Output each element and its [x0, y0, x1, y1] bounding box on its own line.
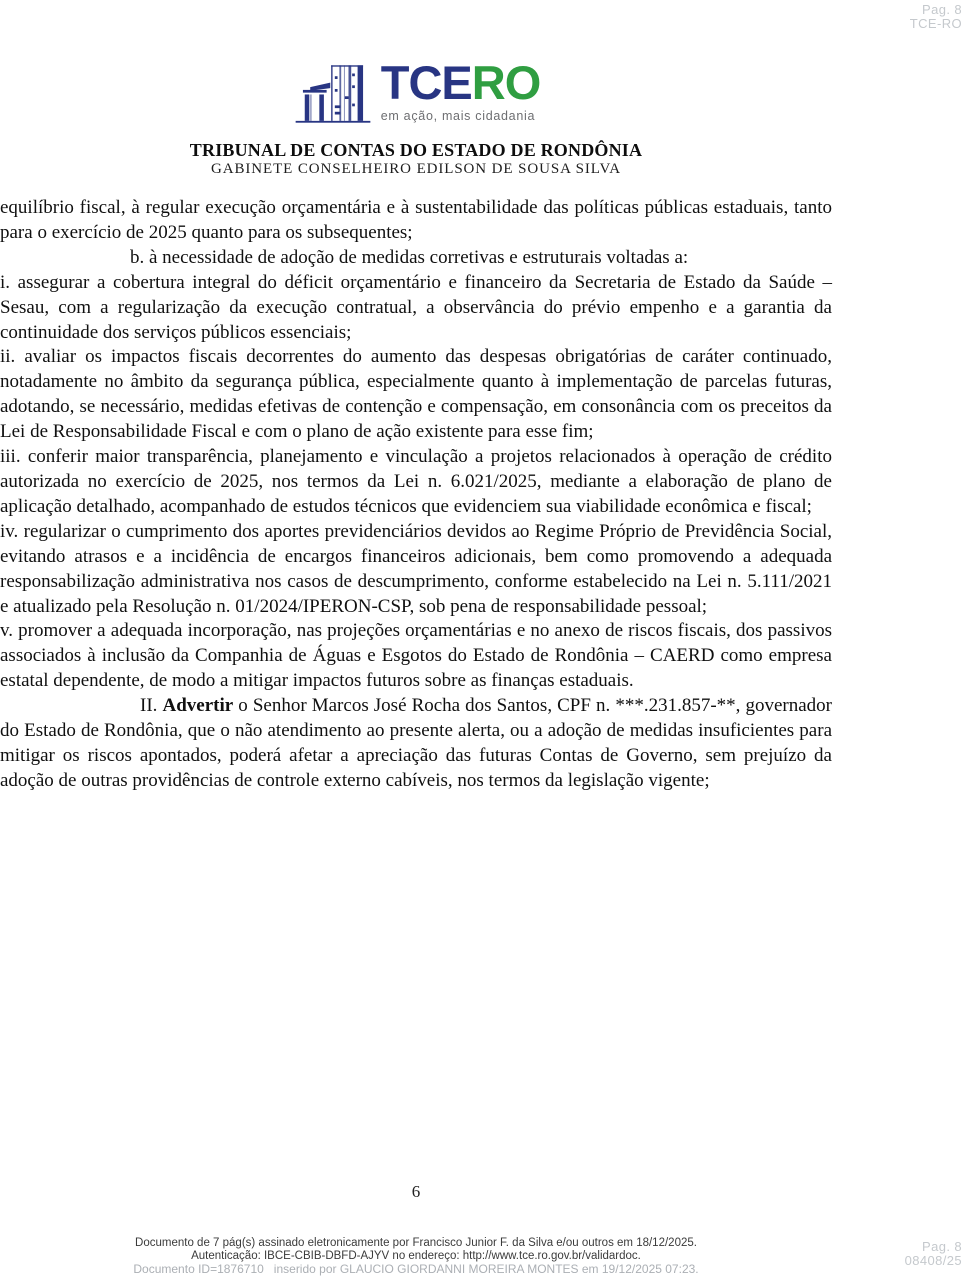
item-II-prefix: II.	[140, 695, 163, 717]
item-II-advertir-bold: Advertir	[162, 695, 234, 717]
page-stamp-top-right	[910, 3, 962, 30]
document-title: TRIBUNAL DE CONTAS DO ESTADO DE RONDÔNIA	[189, 140, 643, 160]
item-II-rest: o Senhor Marcos José Rocha dos Santos, CPF n. ***.231.857-**, governador do Estado de Rondônia, que o não atendimento ao presente alerta, ou a adoção de medidas insuficientes para mitigar os riscos apontados, poderá afetar a apreciação das futuras Contas de Governo, sem prejuízo da adoção de outras providências de controle externo cabíveis, nos termos da legislação vigente;	[0, 695, 833, 791]
paragraph-item-II	[0, 694, 832, 794]
signature-footer	[0, 1237, 832, 1277]
logo-text-block	[381, 58, 541, 123]
paragraph-subitem-i: i. assegurar a cobertura integral do déficit orçamentário e financeiro da Secretaria de Estado da Saúde – Sesau, com a regularização da execução contratual, a observância do prévio empenho e a garantia da continuidade dos serviços públicos essenciais;	[0, 271, 832, 343]
logo-ro-text: RO	[471, 56, 541, 109]
paragraph-subitem-iv: iv. regularizar o cumprimento dos aportes previdenciários devidos ao Regime Próprio de Previdência Social, evitando atrasos e a incidência de encargos financeiros adicionais, bem como promovendo a adequada responsabilização administrativa nos casos de descumprimento, conforme estabelecido na Lei n. 5.111/2021 e atualizado pela Resolução n. 01/2024/IPERON-CSP, sob pena de responsabilidade pessoal;	[0, 520, 832, 617]
footer-authentication-line: Autenticação: IBCE-CBIB-DBFD-AJYV no endereço: http://www.tce.ro.gov.br/validardoc.	[191, 1250, 641, 1263]
page-stamp-bottom-right	[905, 1240, 962, 1267]
logo-tagline: em ação, mais cidadania	[380, 109, 536, 123]
document-subtitle: GABINETE CONSELHEIRO EDILSON DE SOUSA SILVA	[211, 161, 621, 177]
footer-document-id-line: Documento ID=1876710 inserido por GLAUCIO GIORDANNI MOREIRA MONTES em 19/12/2025 07:23.	[133, 1262, 699, 1277]
footer-signature-line: Documento de 7 pág(s) assinado eletronicamente por Francisco Junior F. da Silva e/ou outros em 18/12/2025.	[135, 1237, 697, 1249]
page-number: 6	[411, 1182, 421, 1201]
tcero-logo	[0, 58, 832, 130]
logo-tce-text: TCE	[380, 56, 472, 109]
stamp-process-number: 08408/25	[904, 1252, 962, 1268]
paragraph-item-b: b. à necessidade de adoção de medidas corretivas e estruturais voltadas a:	[130, 246, 689, 268]
paragraph-subitem-v: v. promover a adequada incorporação, nas projeções orçamentárias e no anexo de riscos fiscais, dos passivos associados à inclusão da Companhia de Águas e Esgotos do Estado de Rondônia – CAERD como empresa estatal dependente, de modo a mitigar impactos futuros sobre as finanças estaduais.	[0, 620, 832, 692]
stamp-org-label: TCE-RO	[909, 15, 962, 31]
paragraph-intro: equilíbrio fiscal, à regular execução orçamentária e à sustentabilidade das políticas públicas estaduais, tanto para o exercício de 2025 quanto para os subsequentes;	[0, 197, 832, 243]
stamp-page-label: Pag. 8	[922, 1239, 962, 1254]
paragraph-subitem-ii: ii. avaliar os impactos fiscais decorrentes do aumento das despesas obrigatórias de caráter continuado, notadamente no âmbito da segurança pública, especialmente quanto à implementação de parcelas futuras, adotando, se necessário, medidas efetivas de contenção e compensação, em consonância com os preceitos da Lei de Responsabilidade Fiscal e com o plano de ação existente para esse fim;	[0, 346, 832, 443]
tcero-building-icon	[292, 58, 374, 130]
document-body	[0, 196, 832, 794]
stamp-page-label: Pag. 8	[922, 2, 962, 17]
logo-wordmark	[380, 56, 541, 109]
paragraph-subitem-iii: iii. conferir maior transparência, planejamento e vinculação a projetos relacionados à operação de crédito autorizada no exercício de 2025, nos termos da Lei n. 6.021/2025, mediante a elaboração de plano de aplicação detalhado, acompanhado de estudos técnicos que evidenciem sua viabilidade econômica e fiscal;	[0, 446, 832, 517]
